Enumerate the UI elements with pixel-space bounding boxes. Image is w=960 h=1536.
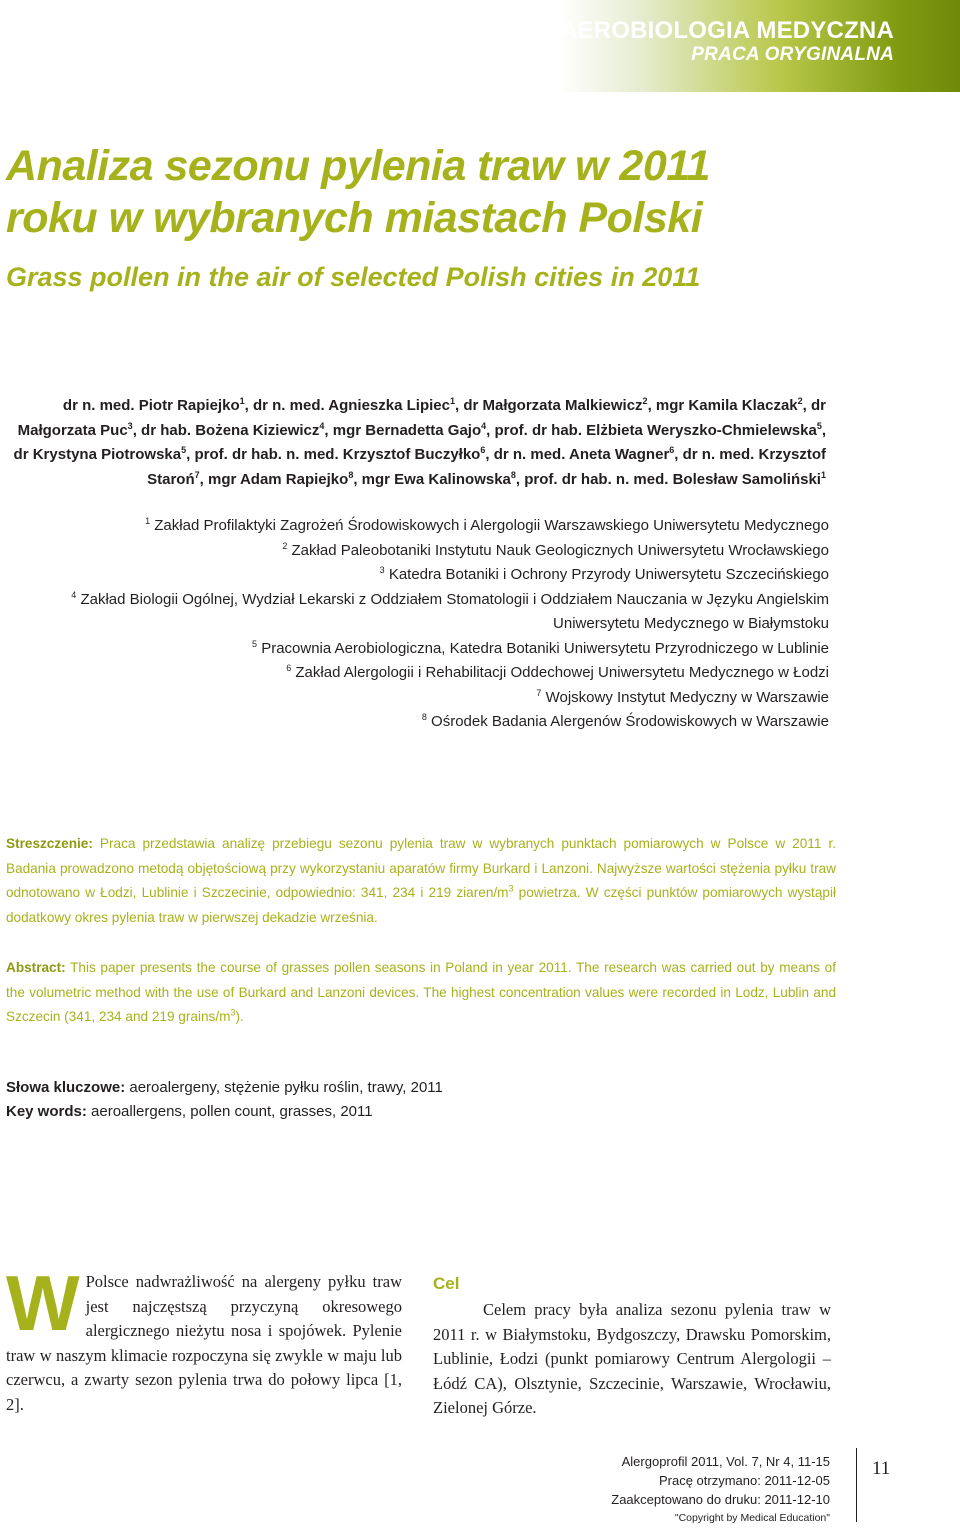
affiliation-number: 2	[282, 540, 288, 551]
author-affiliation-sup: 2	[797, 396, 803, 406]
affiliation-text: Zakład Profilaktyki Zagrożeń Środowiskowych i Alergologii Warszawskiego Uniwersytetu Medycznego	[154, 517, 829, 534]
keywords-en-text: aeroallergens, pollen count, grasses, 2011	[86, 1103, 373, 1120]
author-separator: ,	[486, 421, 495, 439]
author-list	[6, 394, 826, 492]
affiliation-item	[6, 563, 829, 588]
author-name: dr n. med. Agnieszka Lipiec	[252, 397, 450, 414]
author-separator: ,	[353, 470, 362, 488]
affiliation-text: Zakład Alergologii i Rehabilitacji Oddechowej Uniwersytetu Medycznego w Łodzi	[295, 664, 829, 681]
aim-section	[433, 1270, 831, 1421]
intro-text: Polsce nadwrażliwość na alergeny pyłku traw jest najczęstszą przyczyną okresowego alergicznego nieżytu nosa i spojówek. Pylenie traw w naszym klimacie rozpoczyna się zwykle w maju lub czerwcu, a zwarty sezon pylenia trwa do połowy lipca [1, 2].	[6, 1272, 402, 1414]
author-affiliation-sup: 6	[480, 445, 486, 455]
affiliation-text: Katedra Botaniki i Ochrony Przyrody Uniwersytetu Szczecińskiego	[388, 566, 829, 583]
summary-text-b: powietrza. W części punktów pomiarowych wystąpił dodatkowy okres pylenia traw w pierwszej dekadzie września.	[6, 885, 836, 925]
author-name: mgr Kamila Klaczak	[655, 397, 798, 414]
author-affiliation-sup: 8	[510, 469, 516, 480]
author-separator: ,	[244, 397, 253, 414]
aim-text: Celem pracy była analiza sezonu pylenia traw w 2011 r. w Białymstoku, Bydgoszczy, Drawsku Pomorskim, Lublinie, Łodzi (punkt pomiarowy Centrum Alergologii – Łódź CA), Olsztynie, Szczecinie, Warszawie, Wrocławiu, Zielonej Górze.	[433, 1300, 831, 1418]
summary-sup: 3	[508, 883, 514, 894]
author-affiliation-sup: 1	[239, 396, 245, 406]
keywords	[6, 1076, 806, 1124]
title-line-1: Analiza sezonu pylenia traw w 2011	[6, 142, 710, 190]
keywords-en-label: Key words:	[6, 1103, 87, 1120]
affiliation-number: 4	[71, 589, 77, 600]
affiliation-item	[6, 637, 829, 662]
journal-name: AEROBIOLOGIA MEDYCZNA	[560, 17, 894, 44]
author-affiliation-sup: 7	[194, 469, 200, 480]
author-affiliation-sup: 4	[319, 420, 325, 431]
author-name: dr Małgorzata Malkiewicz	[463, 397, 643, 414]
author-affiliation-sup: 1	[820, 469, 826, 480]
accepted-date: Zaakceptowano do druku: 2011-12-10	[611, 1492, 830, 1507]
author-separator: ,	[485, 446, 494, 463]
summary-english	[6, 956, 836, 1030]
author-name: mgr Bernadetta Gajo	[332, 421, 482, 439]
keywords-pl-text: aeroalergeny, stężenie pyłku roślin, trawy, 2011	[125, 1079, 443, 1096]
affiliation-item	[6, 686, 829, 711]
author-name: dr hab. Bożena Kiziewicz	[141, 421, 320, 439]
affiliation-number: 5	[252, 638, 258, 649]
author-separator: ,	[454, 397, 464, 414]
affiliation-text: Wojskowy Instytut Medyczny w Warszawie	[545, 688, 829, 706]
affiliation-text: Ośrodek Badania Alergenów Środowiskowych w Warszawie	[431, 713, 829, 730]
affiliation-text: Zakład Paleobotaniki Instytutu Nauk Geologicznych Uniwersytetu Wrocławskiego	[291, 541, 829, 559]
title-line-2: roku w wybranych miastach Polski	[6, 194, 703, 242]
affiliation-item	[6, 710, 829, 735]
author-separator: ,	[324, 421, 333, 439]
abstract-sup: 3	[230, 1007, 236, 1018]
author-name: dr n. med. Piotr Rapiejko	[62, 397, 240, 414]
article-footer	[611, 1452, 830, 1528]
affiliation-number: 7	[536, 687, 542, 698]
author-separator: ,	[647, 397, 656, 414]
summary-polish	[6, 832, 836, 930]
author-affiliation-sup: 5	[181, 445, 187, 455]
english-title: Grass pollen in the air of selected Polish cities in 2011	[6, 262, 701, 292]
author-name: mgr Adam Rapiejko	[208, 470, 349, 488]
affiliation-item	[6, 514, 829, 539]
author-name: dr Małgorzata Puc	[17, 397, 826, 439]
article-title	[6, 140, 906, 244]
keywords-polish	[6, 1076, 806, 1100]
author-separator: ,	[186, 446, 195, 463]
author-name: mgr Ewa Kalinowska	[361, 470, 511, 488]
copyright: "Copyright by Medical Education"	[674, 1512, 830, 1524]
author-separator: ,	[199, 470, 208, 488]
page-number: 11	[872, 1458, 891, 1479]
abstract-text-b: ).	[235, 1009, 244, 1024]
abstract-label: Abstract:	[6, 960, 66, 975]
aim-heading: Cel	[433, 1274, 460, 1293]
author-affiliation-sup: 2	[642, 396, 648, 406]
affiliation-text: Zakład Biologii Ogólnej, Wydział Lekarski z Oddziałem Stomatologii i Oddziałem Nauczania w Języku Angielskim Uniwersytetu Medycznego w Białymstoku	[80, 590, 829, 632]
author-name: prof. dr hab. Elżbieta Weryszko-Chmielewska	[494, 421, 817, 439]
affiliation-item	[6, 588, 829, 637]
affiliation-item	[6, 539, 829, 564]
author-separator: ,	[674, 446, 683, 463]
author-name: dr n. med. Krzysztof Staroń	[147, 446, 826, 488]
author-name: prof. dr hab. n. med. Bolesław Samoliński	[524, 470, 821, 488]
author-name: dr Krystyna Piotrowska	[13, 446, 182, 463]
abstract-text-a: This paper presents the course of grasses pollen seasons in Poland in year 2011. The research was carried out by means of the volumetric method with the use of Burkard and Lanzoni devices. The highest concentration values were recorded in Lodz, Lublin and Szczecin (341, 234 and 219 grains/m	[6, 960, 836, 1024]
author-separator: ,	[802, 397, 811, 414]
affiliation-list	[6, 514, 829, 735]
author-affiliation-sup: 1	[449, 396, 455, 406]
affiliation-number: 8	[421, 712, 427, 722]
article-type: PRACA ORYGINALNA	[691, 44, 894, 65]
author-affiliation-sup: 3	[127, 420, 133, 431]
author-affiliation-sup: 6	[669, 445, 675, 455]
author-affiliation-sup: 5	[816, 420, 822, 431]
author-separator: ,	[132, 421, 142, 439]
author-separator: ,	[821, 421, 826, 439]
affiliation-text: Pracownia Aerobiologiczna, Katedra Botaniki Uniwersytetu Przyrodniczego w Lublinie	[261, 639, 829, 657]
affiliation-number: 1	[145, 516, 151, 526]
affiliation-item	[6, 661, 829, 686]
author-affiliation-sup: 4	[481, 420, 487, 431]
affiliation-number: 3	[379, 565, 385, 575]
intro-paragraph	[6, 1259, 402, 1418]
summary-label: Streszczenie:	[6, 836, 93, 851]
footer-divider	[856, 1448, 857, 1522]
drop-cap: W	[6, 1259, 80, 1347]
keywords-english	[6, 1100, 806, 1124]
received-date: Pracę otrzymano: 2011-12-05	[658, 1473, 830, 1488]
author-name: dr n. med. Aneta Wagner	[493, 446, 670, 463]
author-separator: ,	[515, 470, 525, 488]
journal-header	[560, 18, 894, 66]
affiliation-number: 6	[286, 663, 292, 673]
summary-text-a: Praca przedstawia analizę przebiegu sezonu pylenia traw w wybranych punktach pomiarowych w Polsce w 2011 r. Badania prowadzono metodą objętościową przy wykorzystaniu aparatów firmy Burkard i Lanzoni. Najwyższe wartości stężenia pyłku traw odnotowano w Łodzi, Lublinie i Szczecinie, odpowiednio: 341, 234 i 219 ziaren/m	[6, 836, 836, 900]
author-affiliation-sup: 8	[348, 469, 354, 480]
keywords-pl-label: Słowa kluczowe:	[6, 1079, 126, 1096]
citation: Alergoprofil 2011, Vol. 7, Nr 4, 11-15	[621, 1454, 830, 1469]
author-name: prof. dr hab. n. med. Krzysztof Buczyłko	[194, 446, 481, 463]
